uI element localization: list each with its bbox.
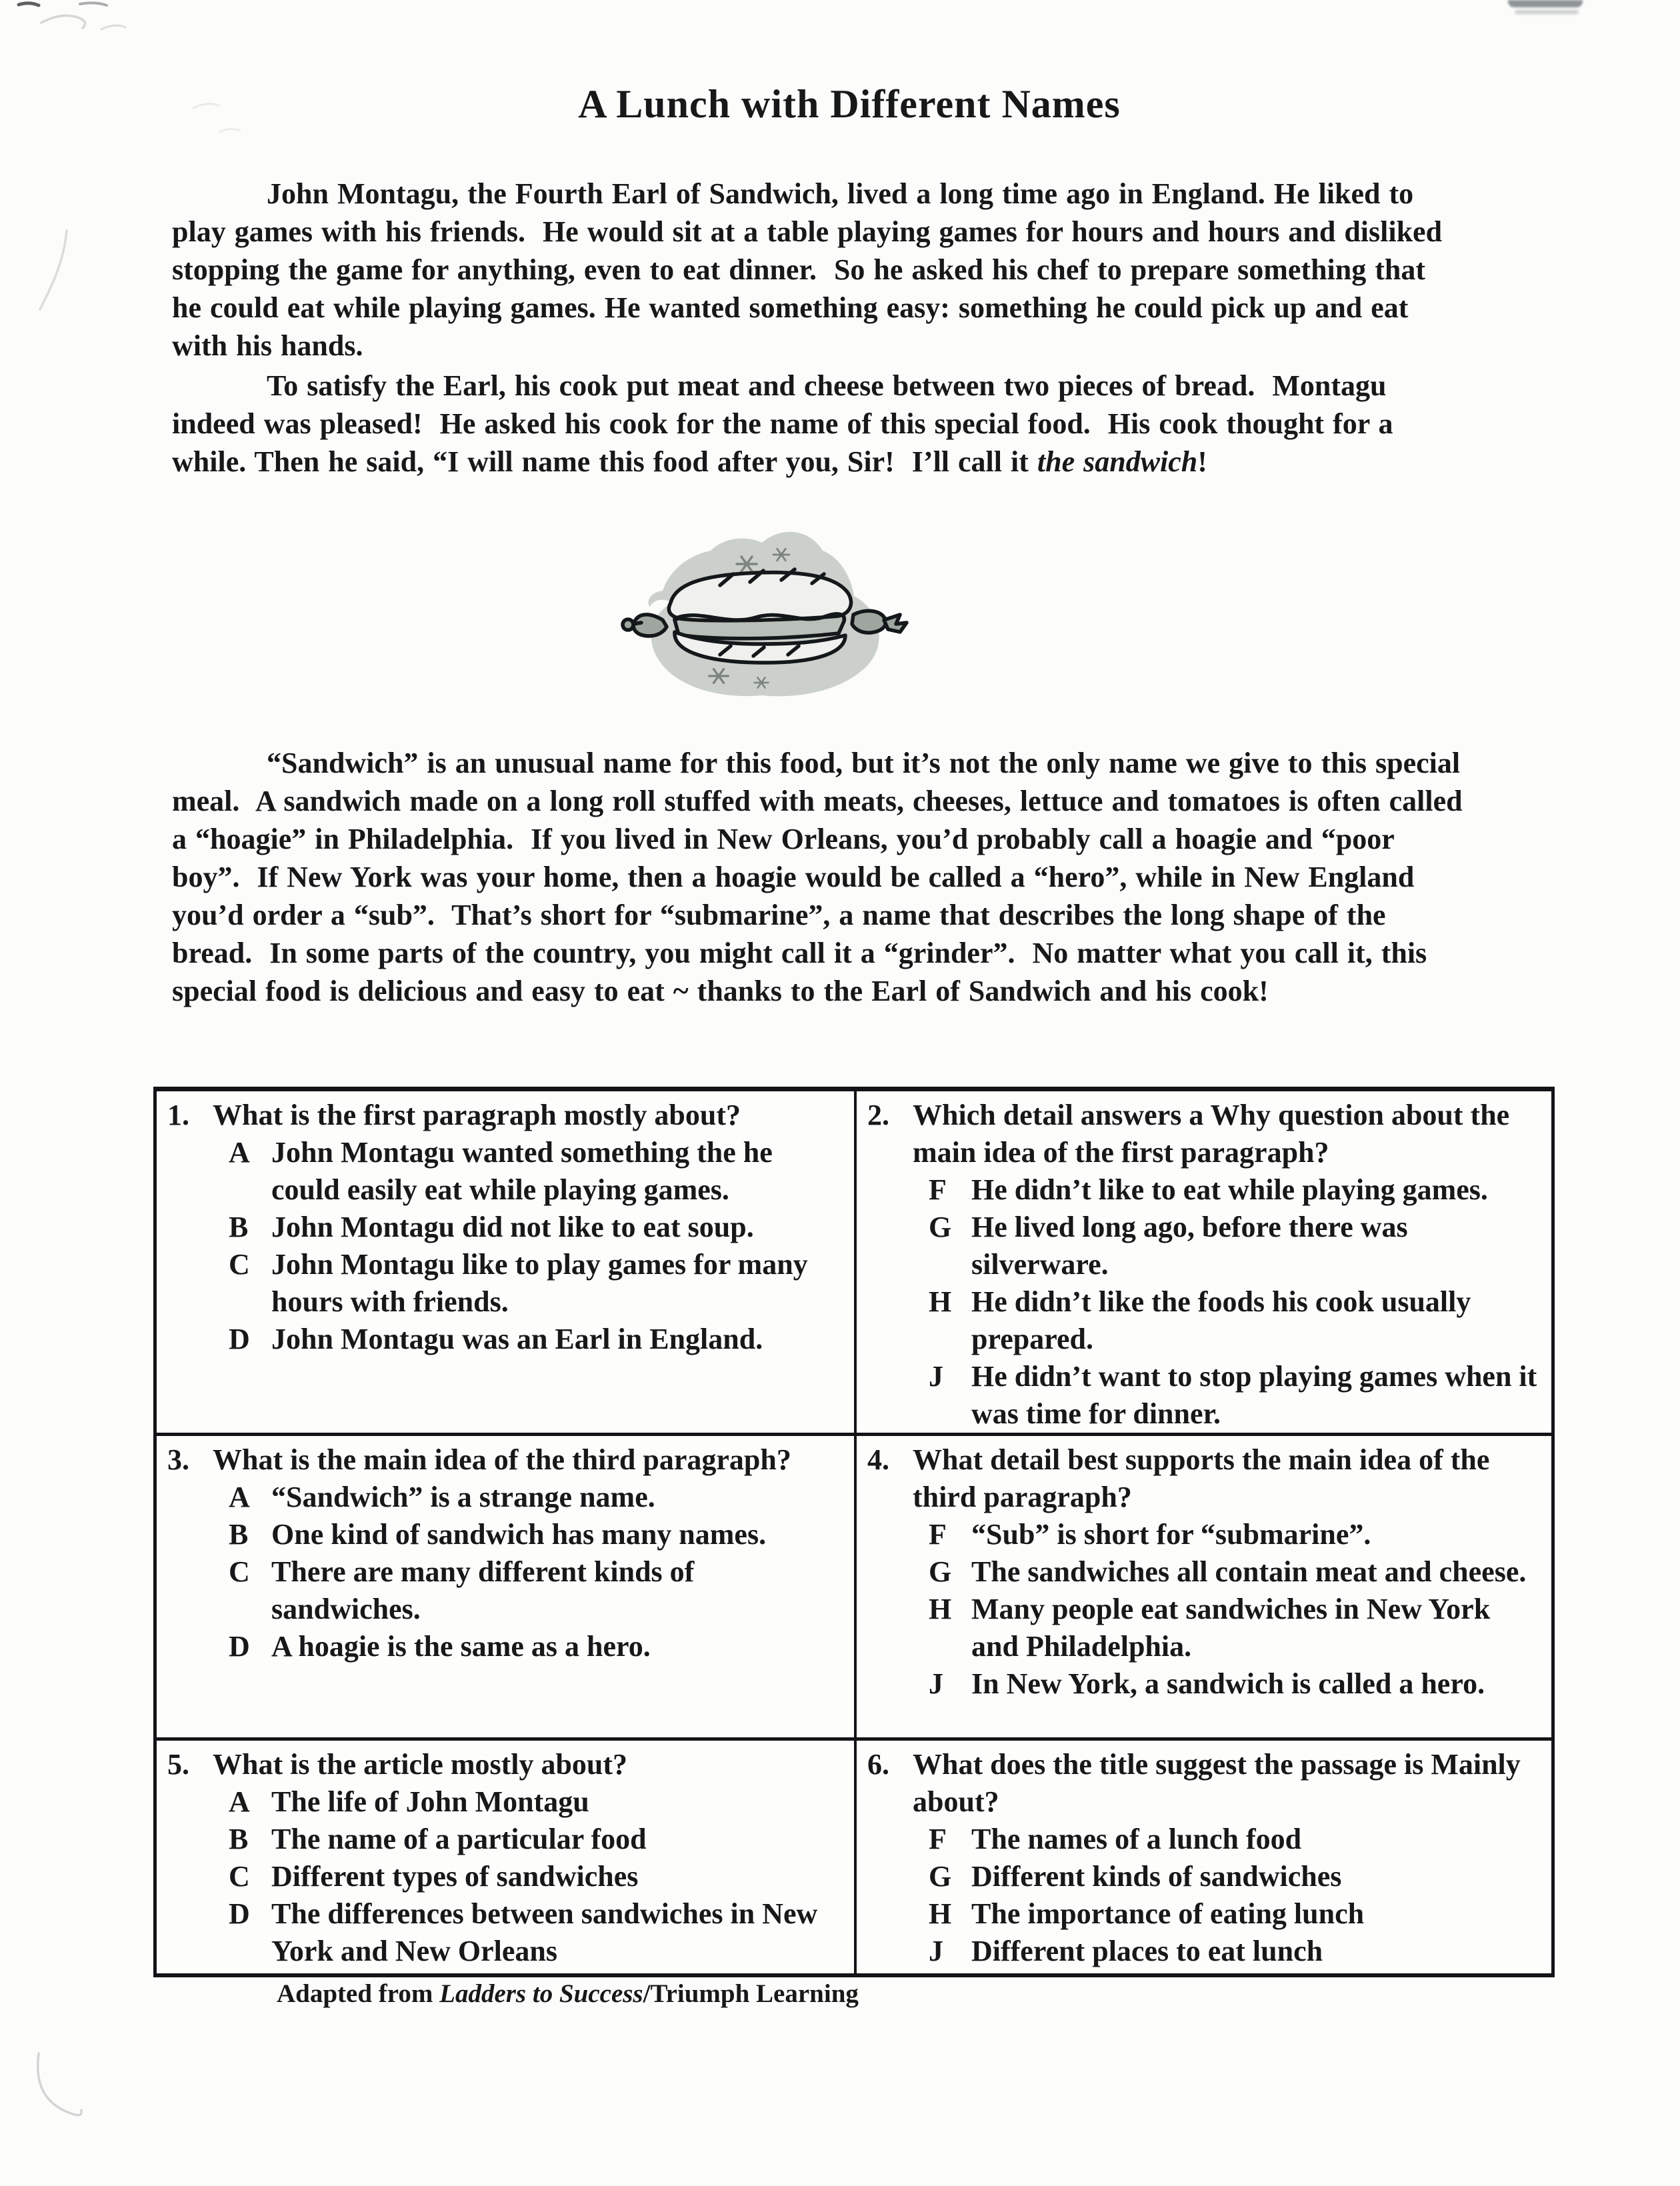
option-text: He didn’t like the foods his cook usually prepared. xyxy=(971,1285,1471,1355)
option-row xyxy=(929,1358,1545,1433)
option-text: A hoagie is the same as a hero. xyxy=(271,1630,651,1663)
question-6-cell xyxy=(857,1741,1551,1973)
sandwich-illustration-svg xyxy=(619,515,912,715)
scan-artifact xyxy=(101,25,125,29)
scan-artifact xyxy=(80,3,107,5)
question-1 xyxy=(159,1097,847,1134)
attribution-suffix: /Triumph Learning xyxy=(643,1979,859,2008)
option-text: There are many different kinds of sandwiches. xyxy=(271,1555,695,1625)
question-5-cell xyxy=(157,1741,857,1973)
question-number: 4. xyxy=(867,1443,889,1476)
option-letter: C xyxy=(229,1248,250,1281)
option-letter: G xyxy=(929,1211,952,1243)
top-bun xyxy=(669,573,851,621)
question-3-cell xyxy=(157,1436,857,1741)
option-row xyxy=(229,1479,847,1516)
option-letter: D xyxy=(229,1323,250,1355)
option-letter: B xyxy=(229,1823,249,1855)
option-row xyxy=(929,1821,1545,1858)
option-letter: F xyxy=(929,1173,947,1206)
option-text: He didn’t want to stop playing games when it was time for dinner. xyxy=(971,1360,1537,1430)
question-number: 6. xyxy=(867,1748,889,1781)
option-letter: J xyxy=(929,1935,943,1967)
option-text: John Montagu like to play games for many hours with friends. xyxy=(271,1248,808,1318)
option-letter: D xyxy=(229,1897,250,1930)
option-text: Many people eat sandwiches in New York and Philadelphia. xyxy=(971,1593,1491,1663)
option-row xyxy=(229,1134,847,1209)
option-row xyxy=(229,1821,847,1858)
option-row xyxy=(229,1628,847,1665)
meat-end-right xyxy=(852,611,886,633)
paragraph-1: John Montagu, the Fourth Earl of Sandwich, lived a long time ago in England. He liked to play games with his friends. He would sit at a table playing games for hours and hours and disliked stopping the game for anything, even to eat dinner. So he asked his chef to prepare something that he could eat while playing games. He wanted something easy: something he could pick up and eat with his hands. xyxy=(172,177,1451,362)
option-text: The name of a particular food xyxy=(271,1823,647,1855)
option-text: He lived long ago, before there was silverware. xyxy=(971,1211,1408,1281)
question-text: What is the main idea of the third paragraph? xyxy=(213,1443,791,1476)
option-text: In New York, a sandwich is called a hero. xyxy=(971,1667,1485,1700)
question-5 xyxy=(159,1746,847,1783)
question-1-cell xyxy=(157,1091,857,1436)
page-title: A Lunch with Different Names xyxy=(578,82,1121,126)
option-letter: G xyxy=(929,1860,952,1893)
attribution-prefix: Adapted from xyxy=(277,1979,440,2008)
question-text: What is the article mostly about? xyxy=(213,1748,628,1781)
option-text: John Montagu did not like to eat soup. xyxy=(271,1211,754,1243)
option-row xyxy=(229,1246,847,1321)
option-text: The names of a lunch food xyxy=(971,1823,1302,1855)
option-letter: F xyxy=(929,1823,947,1855)
option-row xyxy=(929,1858,1545,1895)
option-row xyxy=(229,1209,847,1246)
option-row xyxy=(929,1591,1545,1665)
scan-artifact xyxy=(19,3,39,5)
scan-smudge-top-right-echo xyxy=(1515,10,1579,14)
option-letter: H xyxy=(929,1285,952,1318)
scan-smudge-top-right xyxy=(1508,0,1583,7)
scan-artifact xyxy=(40,231,67,309)
option-text: The importance of eating lunch xyxy=(971,1897,1365,1930)
paragraph-3: “Sandwich” is an unusual name for this food, but it’s not the only name we give to this special meal. A sandwich made on a long roll stuffed with meats, cheeses, lettuce and tomatoes is often called a “hoagie” in Philadelphia. If you lived in New Orleans, you’d probably call a hoagie and “poor boy”. If New York was your home, then a hoagie would be called a “hero”, while in New England you’d order a “sub”. That’s short for “submarine”, a name that describes the long shape of the bread. In some parts of the country, you might call it a “grinder”. No matter what you call it, this special food is delicious and easy to eat ~ thanks to the Earl of Sandwich and his cook! xyxy=(172,747,1471,1007)
paragraph-2-italic-phrase: the sandwich xyxy=(1037,445,1198,478)
question-text: What detail best supports the main idea of the third paragraph? xyxy=(913,1443,1490,1513)
question-4 xyxy=(859,1441,1545,1516)
option-text: Different types of sandwiches xyxy=(271,1860,639,1893)
option-letter: B xyxy=(229,1211,249,1243)
question-text: What is the first paragraph mostly about? xyxy=(213,1099,741,1131)
option-letter: C xyxy=(229,1860,250,1893)
option-text: John Montagu wanted something the he could easily eat while playing games. xyxy=(271,1136,773,1206)
scan-artifact xyxy=(38,2053,82,2115)
option-text: The differences between sandwiches in New York and New Orleans xyxy=(271,1897,818,1967)
option-text: Different places to eat lunch xyxy=(971,1935,1323,1967)
option-text: “Sub” is short for “submarine”. xyxy=(971,1518,1371,1551)
option-letter: H xyxy=(929,1897,952,1930)
option-letter: A xyxy=(229,1481,250,1513)
option-letter: B xyxy=(229,1518,249,1551)
meat-tie-right xyxy=(884,615,907,632)
question-number: 3. xyxy=(167,1443,189,1476)
option-row xyxy=(229,1553,847,1628)
option-letter: J xyxy=(929,1360,943,1393)
meat-end-left xyxy=(633,615,667,636)
option-text: “Sandwich” is a strange name. xyxy=(271,1481,655,1513)
attribution-source-title: Ladders to Success xyxy=(439,1979,643,2008)
option-row xyxy=(929,1516,1545,1553)
option-row xyxy=(229,1783,847,1821)
option-text: The sandwiches all contain meat and cheese. xyxy=(971,1555,1527,1588)
questions-table xyxy=(153,1087,1555,1977)
question-text: Which detail answers a Why question about the main idea of the first paragraph? xyxy=(913,1099,1510,1169)
option-letter: C xyxy=(229,1555,250,1588)
option-row xyxy=(229,1895,847,1970)
question-4-cell xyxy=(857,1436,1551,1741)
paragraph-2-text: To satisfy the Earl, his cook put meat and cheese between two pieces of bread. Montagu indeed was pleased! He asked his cook for the name of this special food. His cook thought for a while. Then he said, “I will name this food after you, Sir! I’ll call it xyxy=(172,369,1402,478)
paragraph-2-end: ! xyxy=(1197,445,1207,478)
question-number: 5. xyxy=(167,1748,189,1781)
option-letter: D xyxy=(229,1630,250,1663)
question-2-cell xyxy=(857,1091,1551,1436)
option-letter: A xyxy=(229,1785,250,1818)
scan-artifact xyxy=(41,15,85,28)
question-6 xyxy=(859,1746,1545,1821)
option-row xyxy=(929,1283,1545,1358)
question-number: 1. xyxy=(167,1099,189,1131)
option-text: One kind of sandwich has many names. xyxy=(271,1518,767,1551)
option-row xyxy=(229,1321,847,1358)
option-text: He didn’t like to eat while playing games. xyxy=(971,1173,1488,1206)
question-3 xyxy=(159,1441,847,1479)
option-row xyxy=(929,1553,1545,1591)
option-text: The life of John Montagu xyxy=(271,1785,589,1818)
option-letter: F xyxy=(929,1518,947,1551)
sandwich-illustration-image xyxy=(619,515,912,715)
option-row xyxy=(229,1858,847,1895)
option-row xyxy=(929,1665,1545,1703)
option-row xyxy=(229,1516,847,1553)
option-letter: H xyxy=(929,1593,952,1625)
option-row xyxy=(929,1933,1545,1970)
scan-artifact xyxy=(220,129,240,132)
question-number: 2. xyxy=(867,1099,889,1131)
option-row xyxy=(929,1171,1545,1209)
option-letter: A xyxy=(229,1136,250,1169)
option-text: John Montagu was an Earl in England. xyxy=(271,1323,763,1355)
option-row xyxy=(929,1895,1545,1933)
source-attribution xyxy=(277,1979,859,2009)
question-2 xyxy=(859,1097,1545,1171)
option-letter: J xyxy=(929,1667,943,1700)
option-letter: G xyxy=(929,1555,952,1588)
option-text: Different kinds of sandwiches xyxy=(971,1860,1342,1893)
option-row xyxy=(929,1209,1545,1283)
question-text: What does the title suggest the passage is Mainly about? xyxy=(913,1748,1521,1818)
paragraph-2 xyxy=(172,367,1459,481)
